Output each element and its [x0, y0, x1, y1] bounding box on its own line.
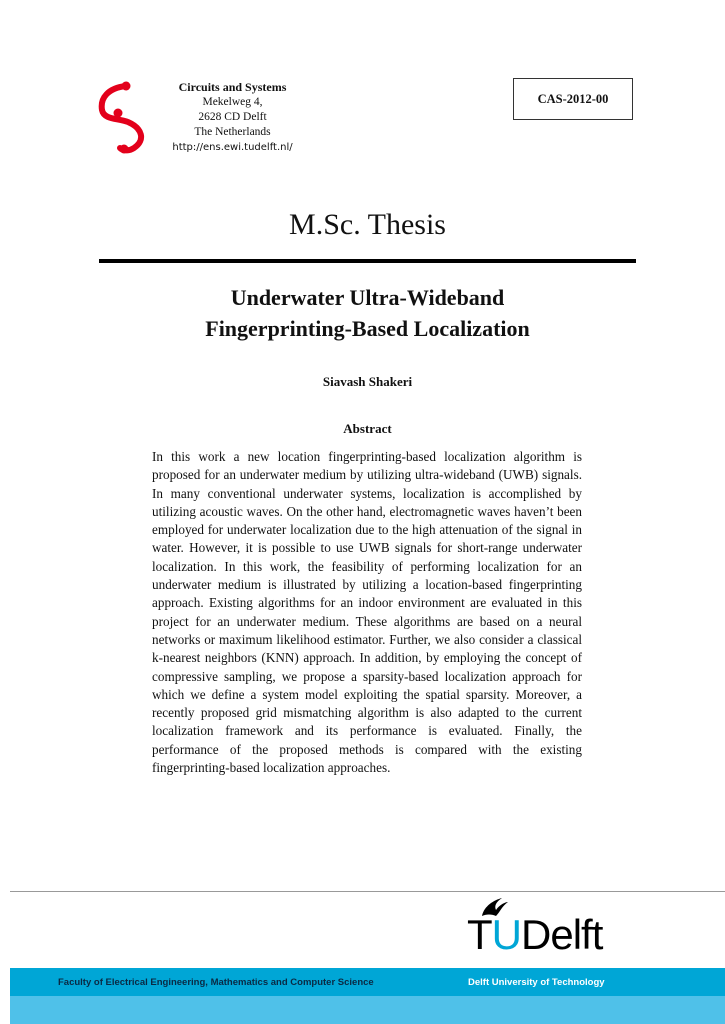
address-line: 2628 CD Delft — [198, 111, 267, 123]
footer-strip — [10, 996, 725, 1024]
title-line: Underwater Ultra-Wideband — [230, 285, 505, 310]
abstract-heading: Abstract — [343, 421, 392, 436]
group-name: Circuits and Systems — [178, 80, 287, 94]
logo-letter-u: U — [491, 911, 521, 958]
faculty-name: Faculty of Electrical Engineering, Mathematics and Computer Science — [58, 977, 374, 988]
footer-band — [10, 968, 725, 996]
cas-logo-icon — [96, 78, 156, 158]
thesis-type-title: M.Sc. Thesis — [289, 208, 446, 241]
address-line: The Netherlands — [194, 126, 271, 138]
university-name: Delft University of Technology — [468, 977, 605, 988]
footer-divider — [10, 891, 725, 892]
title-rule — [99, 259, 636, 263]
group-url-link[interactable]: http://ens.ewi.tudelft.nl/ — [172, 142, 293, 153]
report-number-box — [513, 78, 633, 120]
address-line: Mekelweg 4, — [202, 96, 263, 108]
abstract-text: In this work a new location fingerprinting-based localization algorithm is proposed for an underwater medium by utilizing ultra-wideband (UWB) signals. In many conventional underwater systems, localization is accomplished by utilizing acoustic waves. On the other hand, electromagnetic waves haven’t been employed for underwater localization due to the high attenuation of the signal in water. However, it is possible to use UWB signals for short-range underwater localization. In this work, the feasibility of performing localization for an underwater medium is illustrated by utilizing a location-based fingerprinting approach. Existing algorithms for an indoor environment are evaluated in this project for an underwater medium. These algorithms are based on a neural networks or maximum likelihood estimator. Further, we also consider a classical k-nearest neighbors (KNN) approach. In addition, by employing the concept of compressive sampling, we propose a sparsity-based localization approach for which we define a system model exploiting the spatial sparsity. Moreover, a recently proposed grid mismatching algorithm is also adapted to the current localization framework and its performance is evaluated. Finally, the performance of the proposed methods is compared with the existing fingerprinting-based localization approaches. — [152, 449, 582, 776]
title-line: Fingerprinting-Based Localization — [205, 316, 530, 341]
document-title — [99, 282, 636, 344]
author-name: Siavash Shakeri — [322, 374, 413, 389]
tudelft-logo-text — [467, 910, 602, 960]
research-group-block — [150, 80, 315, 155]
report-number: CAS-2012-00 — [537, 91, 609, 106]
logo-word-delft: Delft — [521, 911, 603, 958]
logo-letter-t: T — [467, 911, 492, 958]
